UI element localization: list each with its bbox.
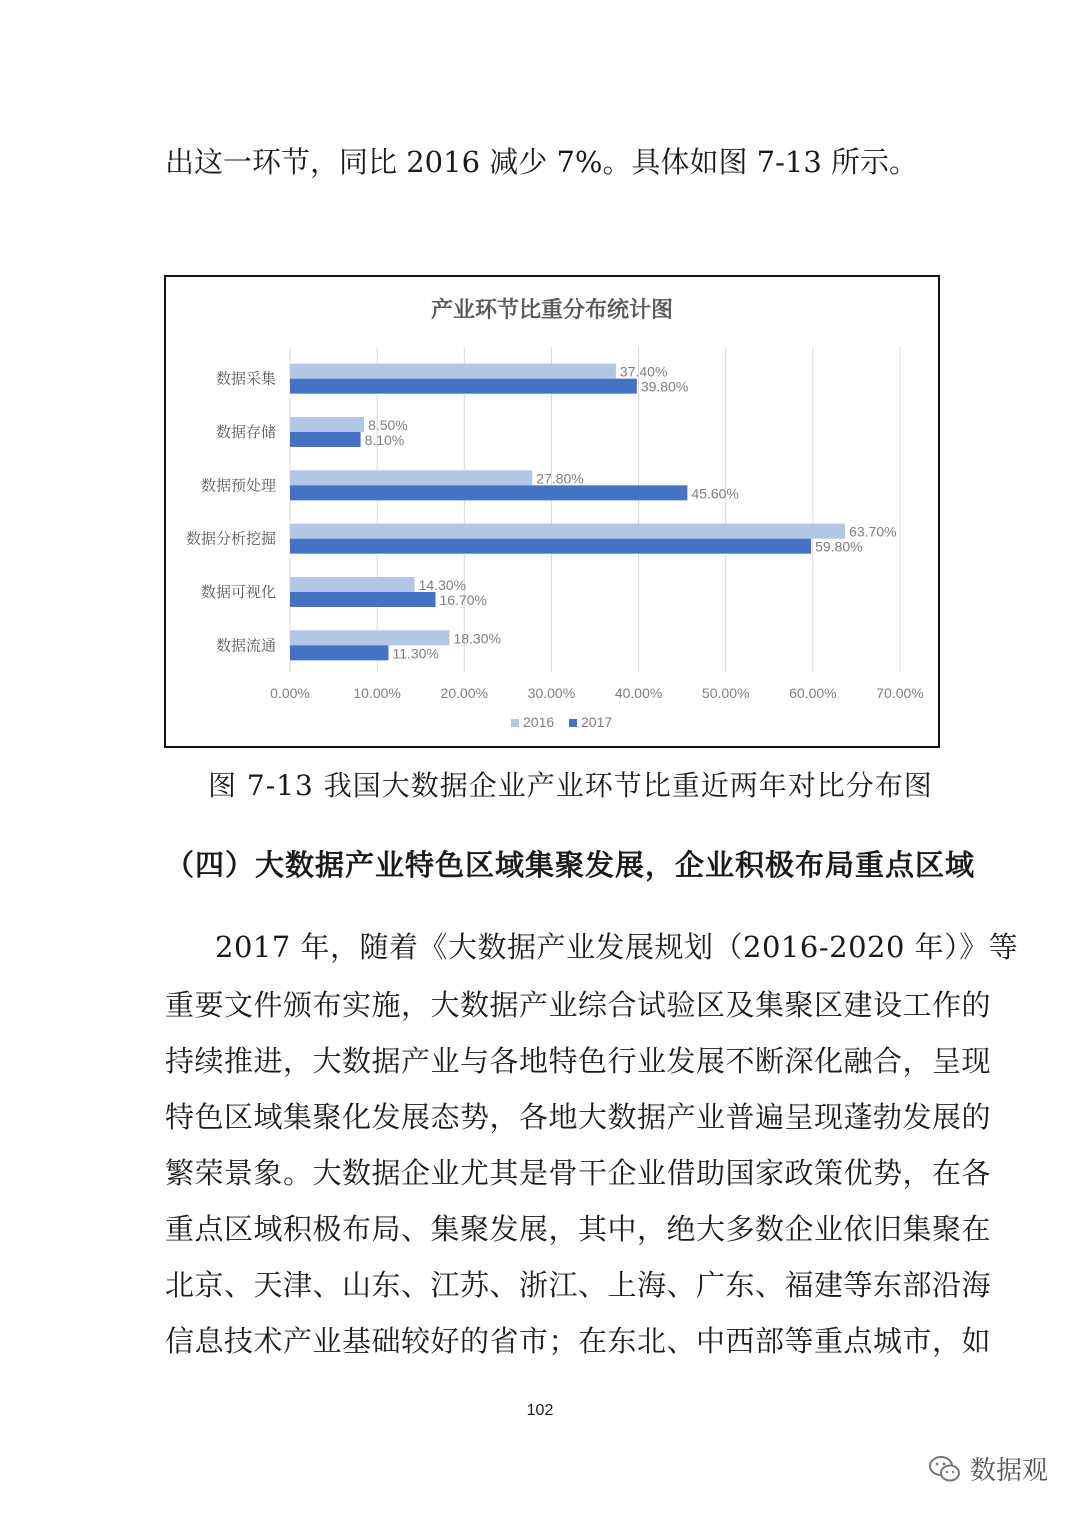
x-tick-label: 20.00% — [440, 685, 489, 701]
section-heading: （四）大数据产业特色区域集聚发展，企业积极布局重点区域 — [165, 848, 976, 882]
data-label: 59.80% — [815, 538, 863, 555]
category-label: 数据可视化 — [200, 584, 276, 601]
data-label: 8.10% — [364, 432, 405, 448]
wechat-icon — [928, 1454, 962, 1484]
bar-2016 — [290, 524, 845, 539]
paragraph-line: 特色区域集聚化发展态势，各地大数据产业普遍呈现蓬勃发展的 — [165, 1100, 992, 1134]
legend-swatch-2016 — [511, 719, 519, 727]
figure-caption: 图 7-13 我国大数据企业产业环节比重近两年对比分布图 — [208, 769, 933, 802]
legend-swatch-2017 — [569, 719, 577, 727]
category-label: 数据流通 — [215, 637, 276, 655]
data-label: 45.60% — [691, 485, 739, 502]
category-label: 数据采集 — [215, 370, 276, 388]
data-label: 18.30% — [453, 630, 501, 647]
bar-chart — [164, 275, 940, 748]
data-label: 63.70% — [849, 523, 897, 540]
bar-2017 — [290, 485, 687, 500]
bar-2017 — [290, 645, 388, 660]
data-label: 37.40% — [619, 363, 668, 380]
paragraph-line: 持续推进，大数据产业与各地特色行业发展不断深化融合，呈现 — [165, 1044, 992, 1078]
x-tick-label: 40.00% — [614, 685, 663, 701]
bar-2016 — [290, 470, 532, 485]
data-label: 27.80% — [536, 470, 584, 487]
x-tick-label: 30.00% — [527, 685, 576, 701]
chart-canvas — [166, 277, 938, 746]
data-label: 39.80% — [640, 378, 689, 395]
data-label: 14.30% — [418, 577, 467, 593]
watermark-text: 数据观 — [970, 1456, 1049, 1486]
chart-title: 产业环节比重分布统计图 — [430, 297, 674, 322]
data-label: 16.70% — [439, 592, 488, 608]
category-label: 数据分析挖掘 — [185, 530, 276, 548]
x-tick-label: 10.00% — [353, 685, 401, 701]
data-label: 11.30% — [392, 645, 439, 662]
intro-line: 出这一环节，同比 2016 减少 7%。具体如图 7-13 所示。 — [165, 145, 919, 179]
watermark — [928, 1450, 1048, 1487]
x-tick-label: 0.00% — [270, 685, 310, 701]
paragraph-line: 重要文件颁布实施，大数据产业综合试验区及集聚区建设工作的 — [165, 988, 992, 1022]
bar-2017 — [290, 592, 436, 607]
x-tick-label: 60.00% — [789, 685, 837, 701]
paragraph-line: 信息技术产业基础较好的省市；在东北、中西部等重点城市，如 — [165, 1324, 992, 1358]
legend-label: 2017 — [581, 714, 613, 730]
bar-2017 — [290, 432, 361, 447]
paragraph-line: 北京、天津、山东、江苏、浙江、上海、广东、福建等东部沿海 — [165, 1268, 992, 1302]
paragraph-line: 繁荣景象。大数据企业尤其是骨干企业借助国家政策优势，在各 — [165, 1156, 992, 1190]
paragraph-line: 重点区域积极布局、集聚发展，其中，绝大多数企业依旧集聚在 — [165, 1212, 992, 1246]
bar-2016 — [290, 417, 364, 432]
paragraph-line: 2017 年，随着《大数据产业发展规划（2016-2020 年）》等 — [215, 930, 1019, 964]
x-tick-label: 70.00% — [876, 685, 924, 701]
bar-2016 — [290, 630, 449, 645]
category-label: 数据预处理 — [200, 477, 276, 495]
bar-2016 — [290, 577, 415, 592]
legend-label: 2016 — [523, 714, 555, 730]
page-number: 102 — [526, 1402, 554, 1419]
x-tick-label: 50.00% — [701, 685, 750, 701]
bar-2016 — [290, 364, 616, 379]
category-label: 数据存储 — [215, 424, 276, 441]
bar-2017 — [290, 539, 811, 554]
data-label: 8.50% — [368, 417, 408, 433]
bar-2017 — [290, 379, 637, 394]
